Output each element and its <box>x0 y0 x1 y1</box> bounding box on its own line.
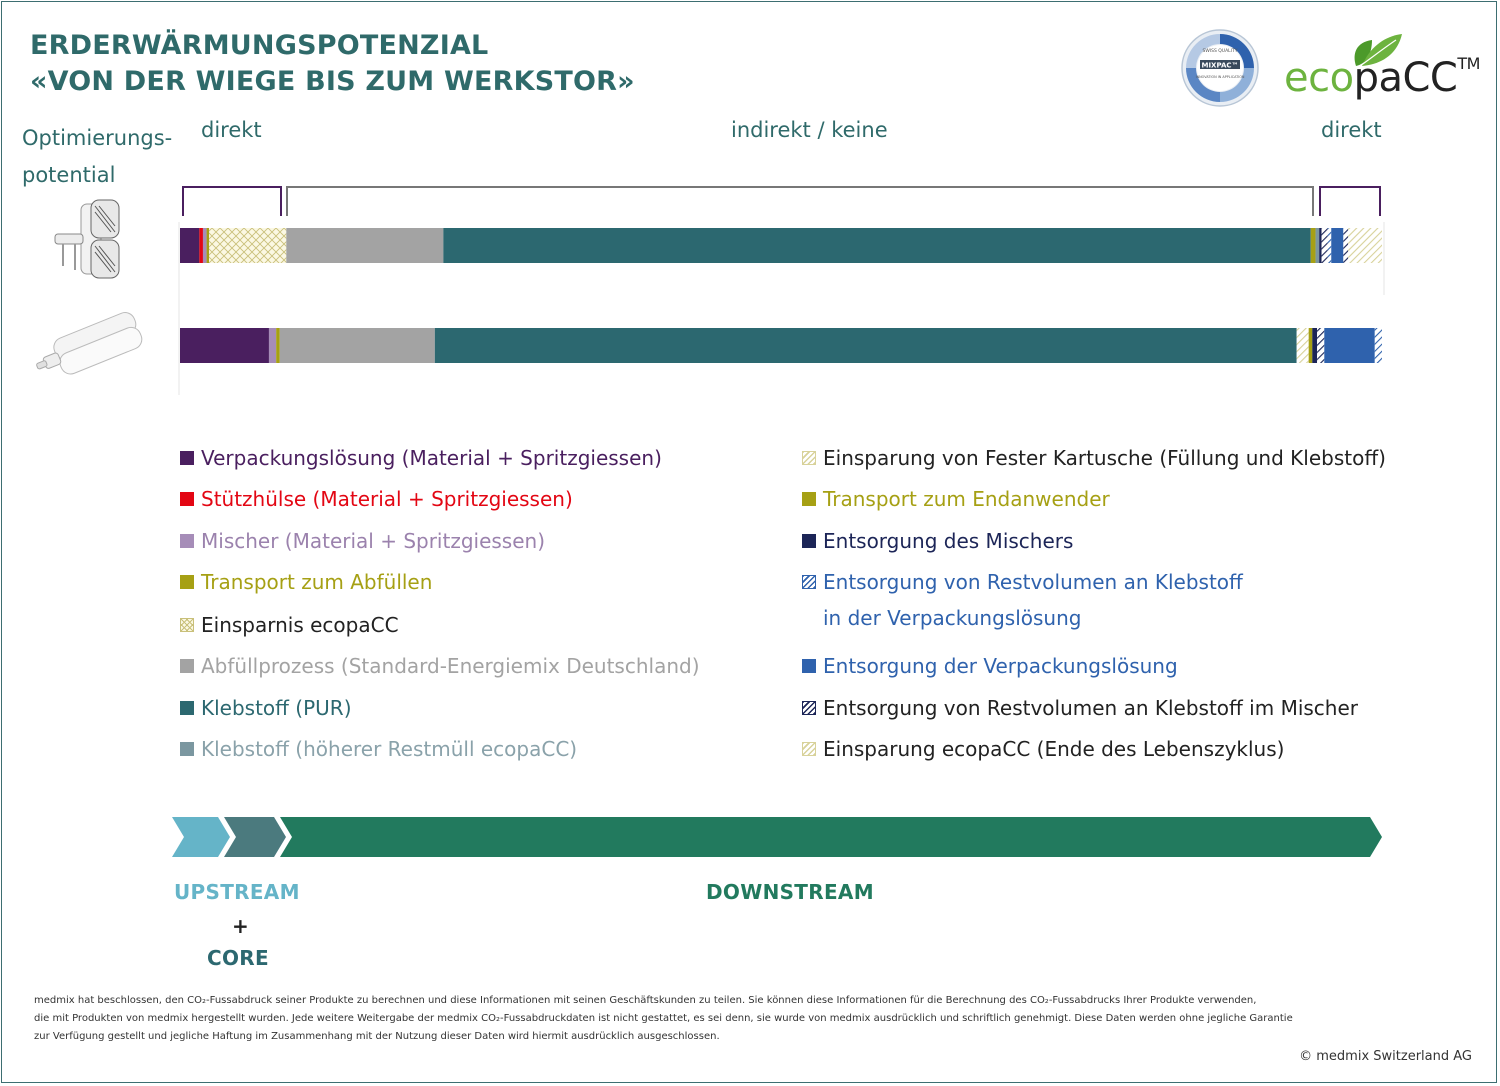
bar-segment-rest_verpackung <box>1375 328 1382 363</box>
bar-segment-einsparung_kartusche <box>1297 328 1309 363</box>
legend-swatch <box>802 451 816 465</box>
legend-item-transport_abfuellen <box>180 564 432 600</box>
legend-item-klebstoff <box>180 690 352 726</box>
legend-label: Transport zum Abfüllen <box>201 570 433 594</box>
bracket-direct-left <box>183 187 281 216</box>
title-line-2: «VON DER WIEGE BIS ZUM WERKSTOR» <box>30 66 635 97</box>
legend-item-mischer <box>180 523 545 559</box>
region-label-direct-left: direkt <box>201 118 262 142</box>
legend-label: Verpackungslösung (Material + Spritzgiessen) <box>201 446 662 470</box>
legend-label: Klebstoff (höherer Restmüll ecopaCC) <box>201 737 578 761</box>
legend-swatch <box>180 492 194 506</box>
bar-segment-transport_abfuellen <box>207 228 209 263</box>
legend-label: Entsorgung von Restvolumen an Klebstoff im Mischer <box>823 696 1358 720</box>
legend-label: Klebstoff (PUR) <box>201 696 352 720</box>
bracket-indirect <box>287 187 1313 216</box>
downstream-label: DOWNSTREAM <box>706 880 874 904</box>
legend-item-verpackung <box>180 440 662 476</box>
legend-swatch <box>180 534 194 548</box>
optimization-label-line-1: Optimierungs- <box>22 126 173 150</box>
legend-swatch <box>180 618 194 632</box>
bar-segment-entsorgung_mischer <box>1312 328 1317 363</box>
legend-item-abfuell <box>180 648 700 684</box>
bar-segment-klebstoff_rest <box>1316 228 1320 263</box>
region-label-indirect: indirekt / keine <box>731 118 888 142</box>
upstream-arrow <box>172 817 230 857</box>
bar-segment-mischer <box>269 328 276 363</box>
downstream-arrow <box>280 817 1382 857</box>
region-label-direct-right: direkt <box>1321 118 1382 142</box>
bar-segment-stuetzhuelse <box>199 228 203 263</box>
legend-label: Mischer (Material + Spritzgiessen) <box>201 529 546 553</box>
bar-segment-klebstoff <box>443 228 1310 263</box>
ecopacc-cartridge-icon <box>55 200 119 278</box>
copyright: © medmix Switzerland AG <box>1299 1049 1472 1064</box>
legend-item-einsparnis <box>180 607 399 643</box>
legend-swatch <box>802 534 816 548</box>
ecopacc-logo-tm: TM <box>1457 54 1480 73</box>
legend-swatch <box>802 742 816 756</box>
legend-swatch <box>180 701 194 715</box>
legend-item-rest_mischer <box>802 690 1358 726</box>
legend-label: Entsorgung des Mischers <box>823 529 1074 553</box>
disclaimer-line-2: die mit Produkten von medmix hergestellt wurden. Jede weitere Weitergabe der medmix CO₂-Fussabdruckdaten ist nicht gestattet, es sei denn, sie wurde von medmix ausdrücklich und schriftlich genehmigt. Diese Daten werden ohne jegliche Garantie <box>34 1013 1293 1024</box>
legend-swatch <box>180 575 194 589</box>
legend-item-entsorgung_verpackung <box>802 648 1178 684</box>
bar-segment-entsorgung_verpackung <box>1324 328 1374 363</box>
svg-text:SWISS QUALITY: SWISS QUALITY <box>1202 49 1238 54</box>
rigid-cartridge-icon <box>30 310 144 386</box>
bar-segment-rest_mischer <box>1322 228 1328 263</box>
bar-row-2 <box>180 328 1382 363</box>
legend-label: Abfüllprozess (Standard-Energiemix Deutschland) <box>201 654 700 678</box>
legend-label: Einsparnis ecopaCC <box>201 613 399 637</box>
legend-item-rest_verpackung <box>802 564 1243 636</box>
bar-segment-transport_abfuellen <box>276 328 280 363</box>
bar-segment-entsorgung_verpackung <box>1331 228 1343 263</box>
legend-item-einsparung_kartusche <box>802 440 1386 476</box>
bracket-direct-right <box>1320 187 1380 216</box>
plus-label: + <box>232 914 250 938</box>
legend-swatch <box>802 659 816 673</box>
bar-segment-verpackung <box>180 228 199 263</box>
legend-item-klebstoff_rest <box>180 731 577 767</box>
core-label: CORE <box>207 946 269 970</box>
bar-segment-rest_mischer <box>1343 228 1348 263</box>
legend-swatch <box>180 451 194 465</box>
disclaimer <box>34 992 1334 1046</box>
legend-item-stuetzhuelse <box>180 481 573 517</box>
bar-segment-abfuell <box>286 228 443 263</box>
title-line-1: ERDERWÄRMUNGSPOTENZIAL <box>30 30 489 61</box>
svg-text:MIXPAC™: MIXPAC™ <box>1201 61 1239 70</box>
value-chain-arrows <box>170 815 1390 863</box>
bar-segment-mischer <box>203 228 207 263</box>
bar-segment-transport_end <box>1309 328 1313 363</box>
bar-segment-entsorgung_mischer <box>1319 228 1321 263</box>
bar-segment-verpackung <box>180 328 269 363</box>
legend-label: Stützhülse (Material + Spritzgiessen) <box>201 487 573 511</box>
legend-swatch <box>802 492 816 506</box>
legend-swatch <box>180 742 194 756</box>
legend-swatch <box>802 701 816 715</box>
legend-item-transport_end <box>802 481 1110 517</box>
optimization-label-line-2: potential <box>22 163 116 187</box>
legend-label: Einsparung ecopaCC (Ende des Lebenszyklus) <box>823 737 1285 761</box>
legend-label: Transport zum Endanwender <box>823 487 1110 511</box>
bar-segment-einsparnis <box>209 228 286 263</box>
ecopacc-logo-pacc: paCC <box>1353 55 1458 101</box>
bar-rows <box>180 228 1382 363</box>
stacked-bar-chart <box>0 0 1500 420</box>
disclaimer-line-3: zur Verfügung gestellt und jegliche Haftung im Zusammenhang mit der Nutzung dieser Daten wird hiermit ausdrücklich ausgeschlossen. <box>34 1031 720 1042</box>
legend-label: Entsorgung von Restvolumen an Klebstoff in der Verpackungslösung <box>823 570 1243 630</box>
legend-swatch <box>802 575 816 589</box>
bar-segment-transport_end <box>1311 228 1316 263</box>
disclaimer-line-1: medmix hat beschlossen, den CO₂-Fussabdruck seiner Produkte zu berechnen und diese Informationen mit seinen Geschäftskunden zu teilen. Sie können diese Informationen für die Berechnung des CO₂-Fussabdrucks Ihrer Produkte verwenden, <box>34 995 1257 1006</box>
bar-segment-einsparung_ende <box>1348 228 1382 263</box>
legend-item-entsorgung_mischer <box>802 523 1073 559</box>
legend-label: Einsparung von Fester Kartusche (Füllung und Klebstoff) <box>823 446 1386 470</box>
upstream-label: UPSTREAM <box>174 880 300 904</box>
bar-segment-rest_mischer <box>1317 328 1324 363</box>
bar-segment-rest_verpackung <box>1328 228 1332 263</box>
legend-swatch <box>180 659 194 673</box>
core-arrow <box>224 817 286 857</box>
svg-text:INNOVATION IN APPLICATION: INNOVATION IN APPLICATION <box>1195 75 1245 79</box>
legend-item-einsparung_ende <box>802 731 1284 767</box>
legend-label: Entsorgung der Verpackungslösung <box>823 654 1178 678</box>
ecopacc-logo-eco: eco <box>1284 55 1354 101</box>
bar-segment-klebstoff <box>435 328 1297 363</box>
bar-segment-abfuell <box>280 328 435 363</box>
bar-row-1 <box>180 228 1382 263</box>
